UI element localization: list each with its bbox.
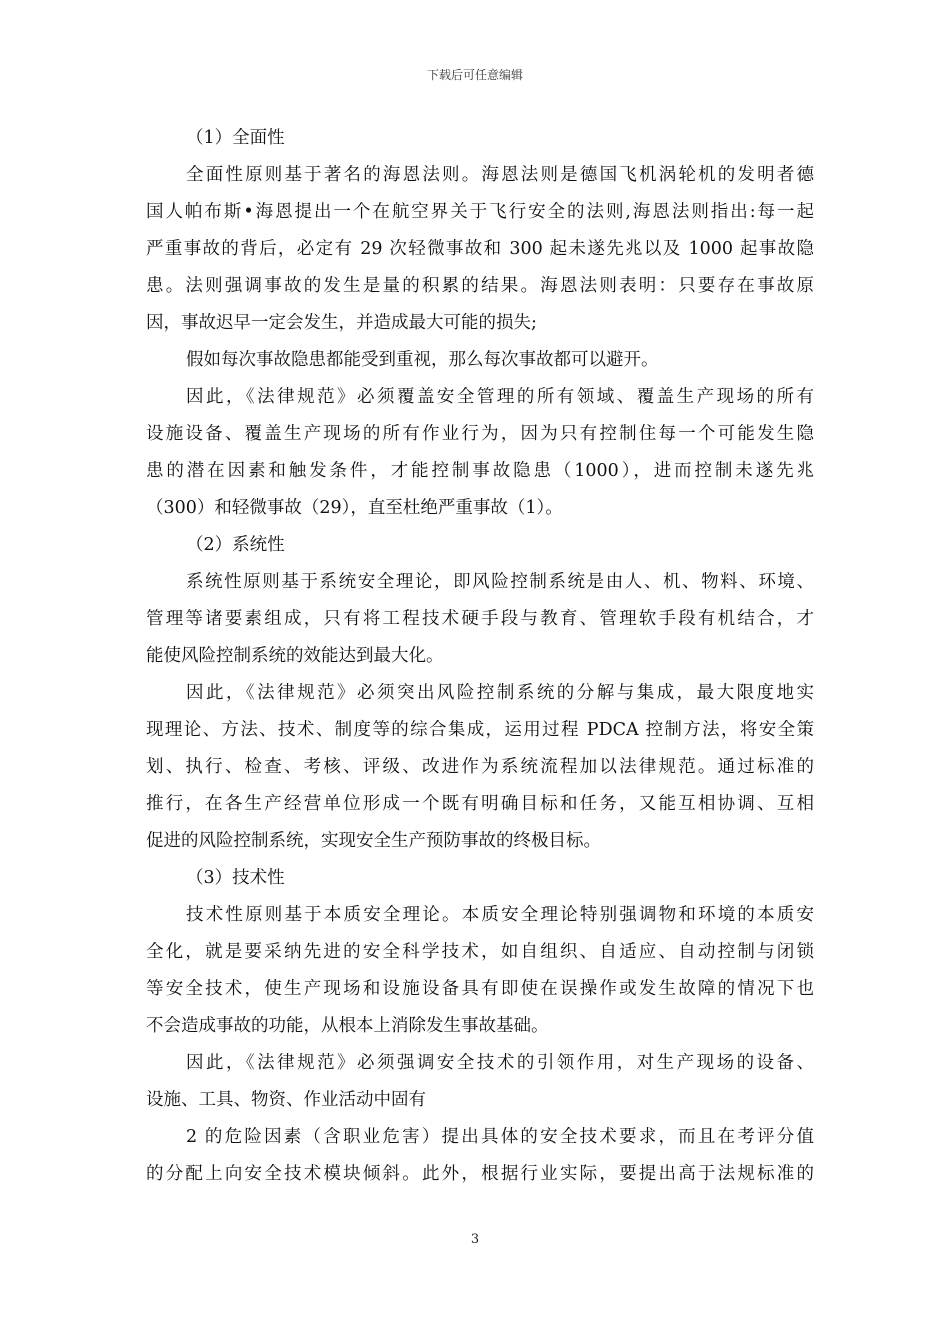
paragraph-line: 技术性原则基于本质安全理论。本质安全理论特别强调物和环境的本质安 [186, 905, 814, 925]
paragraph-line: 划、执行、检查、考核、评级、改进作为系统流程加以法律规范。通过标准的 [146, 757, 814, 777]
paragraph-line: （300）和轻微事故（29），直至杜绝严重事故（1）。 [146, 498, 563, 518]
paragraph-line: 因此，《法律规范》必须突出风险控制系统的分解与集成，最大限度地实 [186, 683, 814, 703]
page-number: 3 [470, 1232, 480, 1247]
paragraph-line: 全化，就是要采纳先进的安全科学技术，如自组织、自适应、自动控制与闭锁 [146, 942, 814, 962]
paragraph-line: 国人帕布斯•海恩提出一个在航空界关于飞行安全的法则,海恩法则指出:每一起 [146, 202, 814, 222]
paragraph-line: 严重事故的背后，必定有 29 次轻微事故和 300 起未遂先兆以及 1000 起事故隐 [146, 239, 814, 259]
section-heading-comprehensive: （1）全面性 [186, 128, 285, 148]
paragraph-line: 全面性原则基于著名的海恩法则。海恩法则是德国飞机涡轮机的发明者德 [186, 165, 814, 185]
paragraph-line: 管理等诸要素组成，只有将工程技术硬手段与教育、管理软手段有机结合，才 [146, 609, 814, 629]
paragraph-line: 的分配上向安全技术模块倾斜。此外，根据行业实际，要提出高于法规标准的 [146, 1164, 814, 1184]
page-header: 下载后可任意编辑 [426, 68, 523, 82]
paragraph-line: 等安全技术，使生产现场和设施设备具有即使在误操作或发生故障的情况下也 [146, 979, 814, 999]
paragraph-line: 推行，在各生产经营单位形成一个既有明确目标和任务，又能互相协调、互相 [146, 794, 814, 814]
paragraph-line: 患的潜在因素和触发条件，才能控制事故隐患（1000），进而控制未遂先兆 [146, 461, 814, 481]
section-heading-systematic: （2）系统性 [186, 535, 285, 555]
paragraph-line: 促进的风险控制系统，实现安全生产预防事故的终极目标。 [146, 831, 601, 851]
paragraph-line: 现理论、方法、技术、制度等的综合集成，运用过程 PDCA 控制方法，将安全策 [146, 720, 814, 740]
section-heading-technical: （3）技术性 [186, 868, 285, 888]
paragraph-line: 2 的危险因素（含职业危害）提出具体的安全技术要求，而且在考评分值 [186, 1127, 814, 1147]
paragraph-line: 因，事故迟早一定会发生，并造成最大可能的损失; [146, 313, 537, 333]
paragraph-line: 因此，《法律规范》必须覆盖安全管理的所有领域、覆盖生产现场的所有 [186, 387, 814, 407]
paragraph-line: 设施设备、覆盖生产现场的所有作业行为，因为只有控制住每一个可能发生隐 [146, 424, 814, 444]
paragraph-line: 不会造成事故的功能，从根本上消除发生事故基础。 [146, 1016, 549, 1036]
paragraph-line: 患。法则强调事故的发生是量的积累的结果。海恩法则表明：只要存在事故原 [146, 276, 814, 296]
paragraph-line: 能使风险控制系统的效能达到最大化。 [146, 646, 444, 666]
paragraph-line: 假如每次事故隐患都能受到重视，那么每次事故都可以避开。 [186, 350, 659, 370]
paragraph-line: 因此，《法律规范》必须强调安全技术的引领作用，对生产现场的设备、 [186, 1053, 814, 1073]
paragraph-line: 系统性原则基于系统安全理论，即风险控制系统是由人、机、物料、环境、 [186, 572, 814, 592]
paragraph-line: 设施、工具、物资、作业活动中固有 [146, 1090, 426, 1110]
document-body [146, 120, 814, 1193]
